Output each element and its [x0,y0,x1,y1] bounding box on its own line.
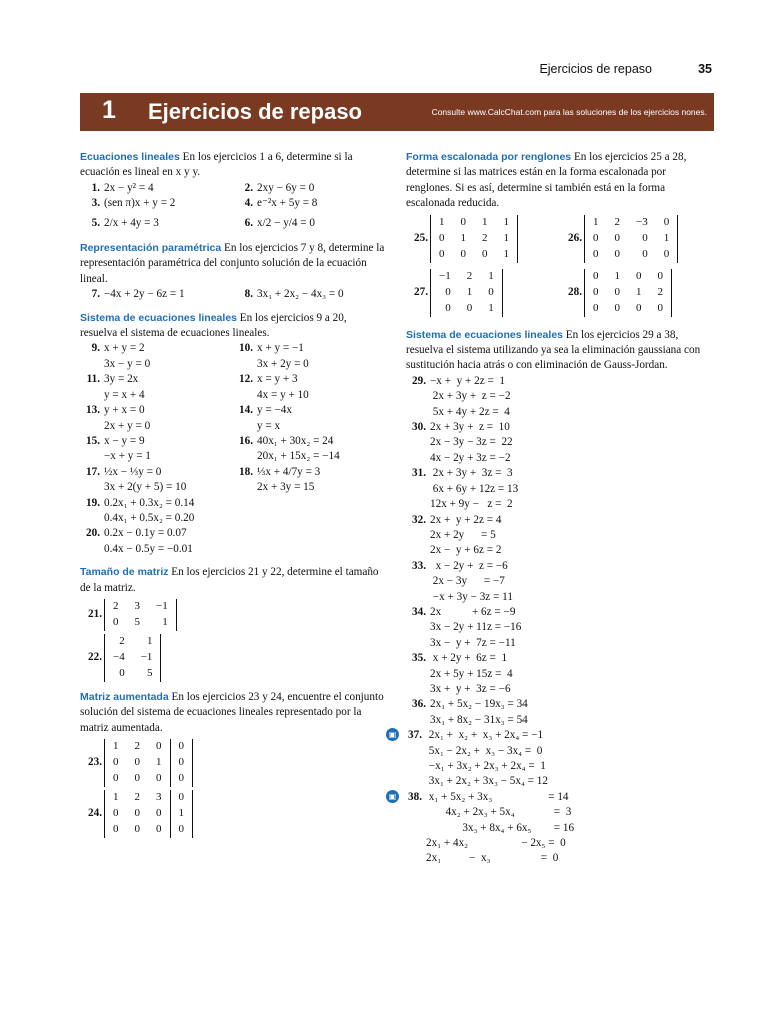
section-heading: Forma escalonada por renglones [406,151,572,163]
matrix-entry: 0 [642,247,648,260]
exercise-number: 5. [91,216,100,229]
matrix-entry: 1 [113,791,119,804]
section-instructions: En los ejercicios 29 a 38, resuelva el sistema utilizando ya sea la eliminación gaussiana con sustitución hacia atrás o con eliminación de Gauss-Jordan. [406,328,701,372]
matrix-entry: 0 [488,285,494,298]
matrix-entry: 2 [657,285,663,298]
exercise-equation: 0.2x₁ + 0.3x₂ = 0.14 0.4x₁ + 0.5x₂ = 0.20 [104,496,195,524]
matrix-entry: −4 [113,651,125,664]
matrix-entry: 2 [614,215,620,228]
exercise-number: 2. [244,181,253,194]
matrix-27 [406,269,560,317]
matrix-entry: 0 [170,771,193,787]
matrix-entry: 1 [593,215,599,228]
matrix-entry: −3 [636,215,648,228]
exercise-equation: 2/x + 4y = 3 [104,216,159,229]
matrix-entry: 0 [482,247,488,260]
exercise-number: 3. [91,197,100,210]
exercise-equation: x + y = −1 3x + 2y = 0 [257,342,309,370]
exercise-number: 17. [86,465,100,478]
exercise-equation: 3y = 2x y = x + 4 [104,373,145,401]
matrix-entry: 0 [113,823,119,836]
exercise-equation: x/2 − y/4 = 0 [257,216,315,229]
matrix-entry: 1 [170,806,193,822]
exercise-system: x − 2y + z = −6 2x − 3y = −7 −x + 3y − 3z = 11 [432,559,513,603]
section-heading: Representación paramétrica [80,242,222,255]
matrix-entry: 0 [636,301,642,314]
exercise-number: 22. [88,651,102,664]
matrix-26 [560,215,714,263]
matrix-entry: 2 [466,269,473,282]
chapter-number: 1 [102,96,116,124]
matrix-entry: 1 [488,301,494,314]
exercise-equation: y = −4x y = x [257,404,292,432]
matrix-entry: 3 [134,600,140,613]
matrix-entry: 0 [113,616,119,629]
exercise-equation: 40x₁ + 30x₂ = 24 20x₁ + 15x₂ = −14 [257,434,340,463]
exercise-number: 11. [86,373,100,386]
exercise-number: 9. [91,342,100,355]
exercise-number: 18. [239,465,253,478]
exercise-number: 33. [412,559,426,572]
exercise-equation: ⅓x + 4/7y = 3 2x + 3y = 15 [257,465,321,494]
matrix-entry: 1 [663,231,670,244]
exercise-equation: ½x − ⅓y = 0 3x + 2(y + 5) = 10 [104,465,187,494]
matrix-entry: −1 [439,269,451,282]
exercise-equation: 0.2x − 0.1y = 0.07 0.4x − 0.5y = −0.01 [104,527,193,555]
exercise-number: 8. [244,288,253,301]
matrix-entry: 0 [439,231,445,244]
exercise-number: 14. [239,404,253,417]
exercise-system: 2x + y + 2z = 4 2x + 2y = 5 2x − y + 6z = 2 [430,513,502,557]
exercise-equation: x = y + 3 4x = y + 10 [257,373,309,401]
left-column [80,150,386,844]
matrix-entry: 0 [466,301,473,314]
matrix-entry: 1 [614,269,620,282]
section-instructions: En los ejercicios 9 a 20, resuelva el sistema de ecuaciones lineales. [80,311,347,340]
exercise-system: x + 2y + 6z = 1 2x + 5y + 15z = 4 3x + y + 3z = −6 [430,652,513,695]
matrix-entry: 0 [663,215,670,228]
matrix-entry: 3 [156,791,162,804]
matrix-entry: −1 [140,651,153,664]
exercise-system: −x + y + 2z = 1 2x + 3y + z = −2 5x + 4y + 2z = 4 [430,374,511,418]
exercise-number: 6. [244,216,253,229]
matrix-22 [80,634,386,682]
exercise-equation: 3x₁ + 2x₂ − 4x₃ = 0 [257,288,344,301]
matrix-entry: 0 [460,215,466,228]
calcchat-note: Consulte www.CalcChat.com para las soluciones de los ejercicios nones. [431,107,707,117]
matrix-entry: 0 [593,231,599,244]
matrix-entry: 2 [119,635,125,648]
exercise-number: 34. [412,605,426,618]
matrix-entry: 0 [614,247,620,260]
matrix-entry: 0 [657,269,663,282]
matrix-entry: 0 [593,269,599,282]
matrix-entry: 1 [460,231,466,244]
exercise-number: 28. [568,285,582,298]
section-matrix-size [80,565,386,682]
exercise-number: 29. [412,374,426,387]
matrix-entry: 1 [636,285,642,298]
exercise-number: 38. [408,790,422,803]
matrix-entry: 0 [657,301,663,314]
exercise-number: 13. [86,404,100,417]
matrix-entry: 0 [113,807,119,820]
chapter-band [80,93,714,131]
exercise-number: 1. [91,181,100,194]
running-title: Ejercicios de repaso [539,62,652,76]
matrix-entry: 1 [162,616,168,629]
exercise-number: 19. [86,496,100,509]
section-linear-equations [80,150,386,231]
exercise-number: 30. [412,421,426,434]
matrix-entry: 0 [113,756,119,769]
matrix-entry: 0 [642,231,648,244]
exercise-number: 24. [88,807,102,820]
matrix-entry: 0 [156,823,162,836]
matrix-entry: 1 [439,215,445,228]
exercise-system: 2x + 3y + 3z = 3 6x + 6y + 12z = 13 12x + 9y − z = 2 [430,467,519,511]
page-number: 35 [698,62,712,76]
running-header [0,62,768,78]
section-heading: Tamaño de matriz [80,566,169,579]
matrix-28 [560,269,714,317]
matrix-entry: 0 [593,285,599,298]
matrix-entry: 0 [134,756,140,769]
exercise-equation: y + x = 0 2x + y = 0 [104,404,151,432]
section-heading: Sistema de ecuaciones lineales [406,328,563,341]
exercise-number: 12. [239,373,253,386]
section-heading: Ecuaciones lineales [80,151,180,163]
matrix-21 [80,599,386,631]
matrix-entry: 0 [134,807,140,820]
section-instructions: En los ejercicios 1 a 6, determine si la ecuación es lineal en x y y. [80,151,353,179]
exercise-number: 4. [244,197,253,210]
matrix-entry: 0 [614,285,620,298]
matrix-entry: 0 [113,772,119,785]
matrix-entry: 5 [134,616,140,629]
matrix-entry: 1 [503,247,509,260]
exercise-system: 2x₁ + x₂ + x₃ + 2x₄ = −1 5x₁ − 2x₂ + x₃ − 3x₄ = 0 −x₁ + 3x₂ + 2x₃ + 2x₄ = 1 3x₁ + 2x₂ + 3x₃ − 5x₄ = 12 [428,729,548,788]
section-row-echelon [406,150,714,320]
matrix-entry: 1 [482,215,488,228]
matrix-entry: 0 [170,739,193,755]
matrix-entry: 5 [146,667,153,680]
matrix-entry: 0 [614,231,620,244]
matrix-entry: 0 [636,269,642,282]
matrix-entry: 0 [593,301,599,314]
exercise-number: 27. [414,285,428,298]
section-augmented-matrix [80,690,386,838]
matrix-25 [406,215,560,263]
matrix-entry: 2 [134,740,140,753]
technology-icon: ▣ [386,728,399,741]
matrix-entry: 2 [134,791,140,804]
exercise-number: 23. [88,756,102,769]
exercise-equation: e⁻²x + 5y = 8 [257,197,318,210]
exercise-system: 2x + 6z = −9 3x − 2y + 11z = −16 3x − y + 7z = −11 [430,605,522,649]
matrix-entry: 1 [503,215,509,228]
matrix-entry: 1 [156,756,162,769]
matrix-entry: 1 [488,269,494,282]
exercise-equation: 2xy − 6y = 0 [257,181,315,194]
section-heading: Sistema de ecuaciones lineales [80,311,237,324]
section-heading: Matriz aumentada [80,690,169,703]
exercise-equation: −4x + 2y − 6z = 1 [104,288,185,301]
matrix-entry: 0 [156,772,162,785]
exercise-number: 32. [412,513,426,526]
matrix-entry: −1 [156,600,168,613]
matrix-entry: 0 [134,823,140,836]
right-column [388,150,714,873]
exercise-number: 36. [412,698,426,711]
matrix-entry: 1 [146,635,153,648]
exercise-equation: x − y = 9 −x + y = 1 [104,434,151,463]
matrix-entry: 0 [170,822,193,838]
matrix-entry: 2 [113,600,119,613]
exercise-number: 16. [239,434,253,447]
exercise-equation: (sen π)x + y = 2 [104,197,176,210]
matrix-entry: 1 [466,285,473,298]
technology-icon: ▣ [386,790,399,803]
exercise-equation: 2x − y² = 4 [104,181,154,194]
matrix-24 [80,790,386,838]
section-instructions: En los ejercicios 25 a 28, determine si las matrices están en la forma escalonada por renglones. Si es así, determine si también está en la forma escalonada reducida. [406,151,687,210]
matrix-entry: 0 [156,807,162,820]
exercise-number: 20. [86,527,100,540]
matrix-entry: 0 [119,667,125,680]
matrix-entry: 0 [445,285,451,298]
exercise-number: 31. [412,467,426,480]
exercise-number: 7. [91,288,100,301]
matrix-entry: 1 [503,231,509,244]
matrix-entry: 0 [439,247,445,260]
exercise-number: 21. [88,608,102,621]
exercise-number: 15. [86,434,100,447]
matrix-entry: 0 [460,247,466,260]
matrix-entry: 0 [614,301,620,314]
matrix-23 [80,739,386,787]
section-instructions: En los ejercicios 21 y 22, determine el tamaño de la matriz. [80,566,379,594]
section-systems [80,311,386,558]
section-parametric [80,241,386,303]
exercise-number: 37. [408,729,422,742]
matrix-entry: 2 [482,231,488,244]
section-systems-29-38 [388,328,714,867]
matrix-entry: 0 [663,247,670,260]
matrix-entry: 0 [134,772,140,785]
matrix-entry: 0 [445,301,451,314]
exercise-number: 35. [412,652,426,665]
exercise-system: 2x₁ + 5x₂ − 19x₃ = 34 3x₁ + 8x₂ − 31x₃ = 54 [430,698,528,726]
chapter-title: Ejercicios de repaso [148,99,362,124]
matrix-entry: 0 [170,790,193,806]
exercise-equation: x + y = 2 3x − y = 0 [104,342,151,370]
exercise-system: 2x + 3y + z = 10 2x − 3y − 3z = 22 4x − 2y + 3z = −2 [430,421,513,464]
section-instructions: En los ejercicios 23 y 24, encuentre el conjunto solución del sistema de ecuaciones lineales representado por la matriz aumentada. [80,690,384,734]
exercise-number: 26. [568,231,582,244]
exercise-number: 10. [239,342,253,355]
exercise-system: x₁ + 5x₂ + 3x₃ = 14 4x₂ + 2x₃ + 5x₄ = 3 3x₃ + 8x₄ + 6x₅ = 16 2x₁ + 4x₂ − 2x₅ = 0 2x₁ − x₃ = 0 [426,790,575,865]
matrix-entry: 1 [113,740,119,753]
matrix-entry: 0 [170,755,193,771]
matrix-entry: 0 [156,740,162,753]
matrix-entry: 0 [593,247,599,260]
exercise-number: 25. [414,231,428,244]
section-instructions: En los ejercicios 7 y 8, determine la representación paramétrica del conjunto solución de la ecuación lineal. [80,242,385,285]
